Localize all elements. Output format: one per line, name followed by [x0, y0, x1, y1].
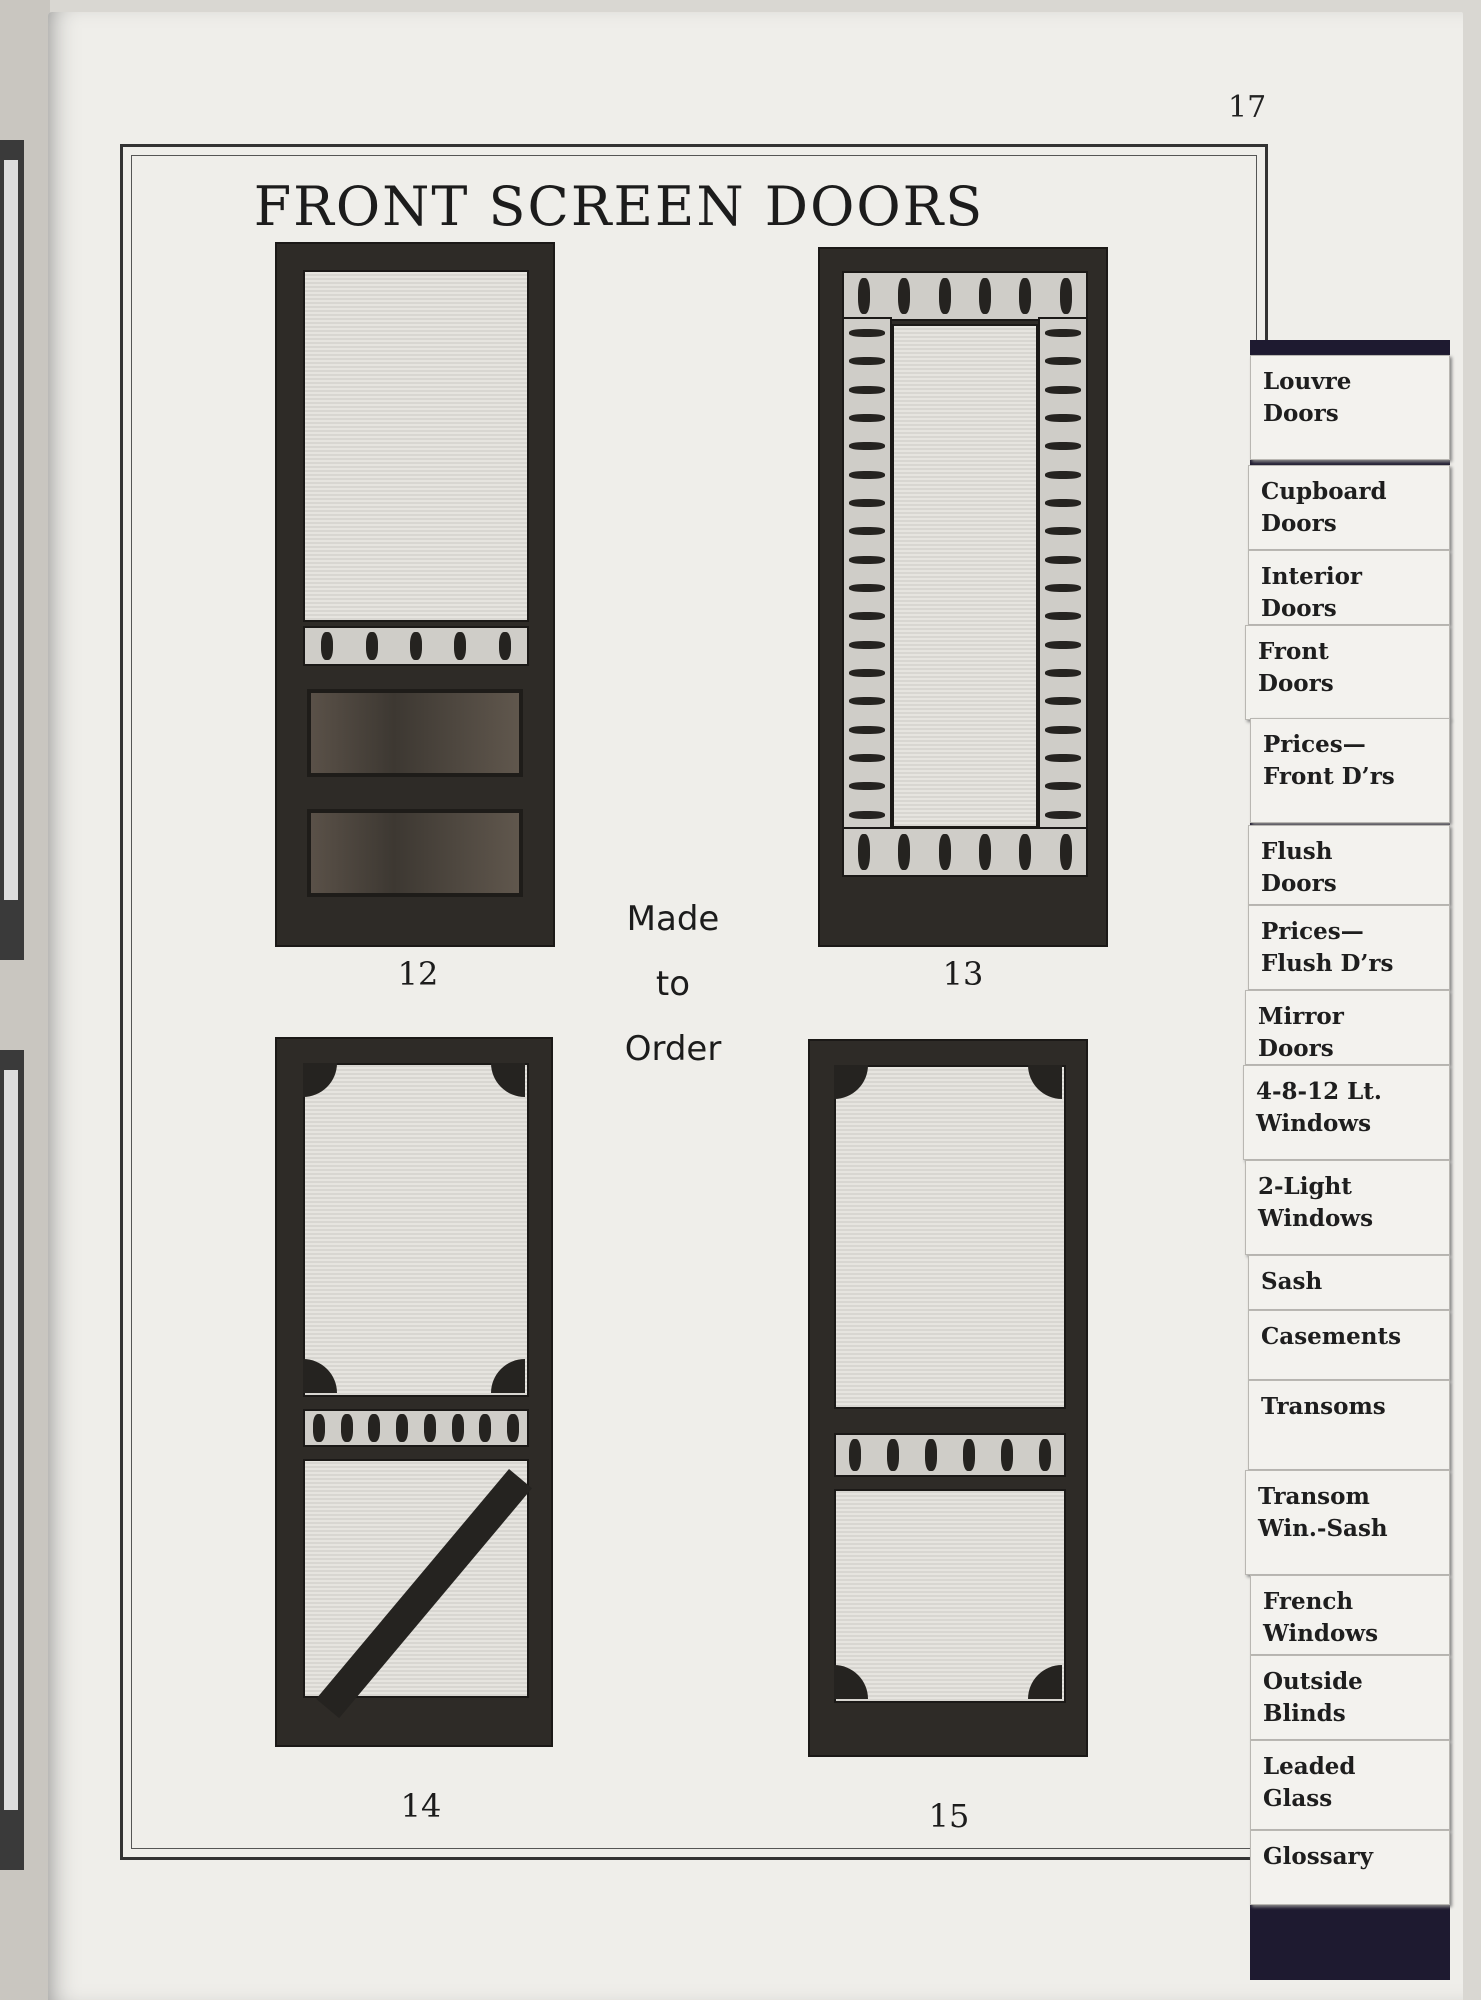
tab-label-line: Leaded — [1263, 1753, 1356, 1780]
tab-label-line: Doors — [1258, 1035, 1334, 1062]
door-number-label: 15 — [928, 1797, 970, 1835]
index-tab[interactable] — [1248, 1310, 1450, 1380]
tab-label-line: Casements — [1261, 1323, 1402, 1350]
door-number-label: 12 — [397, 955, 439, 993]
screen-panel-lower — [834, 1489, 1066, 1703]
screen-panel — [892, 324, 1038, 828]
note-line: Order — [624, 1029, 722, 1069]
door-image-fragment — [0, 140, 24, 960]
tab-label-line: Flush — [1261, 838, 1333, 865]
screen-panel-upper — [303, 1063, 529, 1397]
index-tab[interactable] — [1245, 1470, 1450, 1575]
index-tab[interactable] — [1250, 1655, 1450, 1740]
door-illustration-12 — [275, 242, 555, 947]
tab-label-line: Cupboard — [1261, 478, 1387, 505]
tab-label-line: Blinds — [1263, 1700, 1346, 1727]
door-number-label: 14 — [400, 1787, 442, 1825]
tab-label-line: Interior — [1261, 563, 1363, 590]
index-tab[interactable] — [1248, 550, 1450, 625]
index-tab[interactable] — [1250, 1830, 1450, 1905]
index-tab[interactable] — [1245, 625, 1450, 720]
index-tab[interactable] — [1248, 1255, 1450, 1310]
tab-label-line: Mirror — [1258, 1003, 1344, 1030]
spindle-border-top — [842, 271, 1088, 321]
tab-label-line: Windows — [1263, 1620, 1379, 1647]
screen-panel-upper — [834, 1065, 1066, 1409]
index-tab[interactable] — [1248, 1380, 1450, 1470]
door-illustration-15 — [808, 1039, 1088, 1757]
tab-label-line: Doors — [1258, 670, 1334, 697]
index-tab[interactable] — [1250, 355, 1450, 460]
spindle-border-bottom — [842, 827, 1088, 877]
page-number: 17 — [1228, 90, 1267, 125]
page-title: FRONT SCREEN DOORS — [253, 175, 985, 238]
tab-label-line: Doors — [1261, 510, 1337, 537]
index-tab[interactable] — [1250, 1575, 1450, 1655]
index-tab[interactable] — [1245, 990, 1450, 1065]
tab-label-line: Outside — [1263, 1668, 1363, 1695]
door-illustration-13 — [818, 247, 1108, 947]
index-tab[interactable] — [1248, 905, 1450, 990]
tab-label-line: Transoms — [1261, 1393, 1386, 1420]
tab-label-line: Transom — [1258, 1483, 1370, 1510]
tab-label-line: Front — [1258, 638, 1329, 665]
index-tab[interactable] — [1250, 718, 1450, 823]
tab-label-line: Doors — [1261, 870, 1337, 897]
spindle-border-left — [842, 317, 892, 831]
note-line: to — [655, 964, 691, 1004]
wood-panel-upper — [307, 689, 523, 777]
tab-label-line: Windows — [1258, 1205, 1374, 1232]
tab-label-line: Front D’rs — [1263, 763, 1395, 790]
spindle-row — [834, 1433, 1066, 1477]
tab-label-line: French — [1263, 1588, 1354, 1615]
door-illustration-14 — [275, 1037, 553, 1747]
index-tab[interactable] — [1250, 1740, 1450, 1830]
door-number-label: 13 — [942, 955, 984, 993]
tab-label-line: Flush D’rs — [1261, 950, 1394, 977]
tab-label-line: Glass — [1263, 1785, 1333, 1812]
tab-label-line: Prices— — [1263, 731, 1366, 758]
tab-label-line: Windows — [1256, 1110, 1372, 1137]
tab-label-line: Doors — [1263, 400, 1339, 427]
note-line: Made — [626, 899, 720, 939]
tab-label-line: 4-8-12 Lt. — [1256, 1078, 1382, 1105]
index-tab[interactable] — [1248, 825, 1450, 905]
page-border-frame — [120, 144, 1268, 1860]
index-tab[interactable] — [1245, 1160, 1450, 1255]
spindle-border-right — [1038, 317, 1088, 831]
tab-label-line: Glossary — [1263, 1843, 1374, 1870]
tab-label-line: Win.-Sash — [1258, 1515, 1388, 1542]
tab-label-line: Louvre — [1263, 368, 1352, 395]
tab-label-line: 2-Light — [1258, 1173, 1352, 1200]
door-image-fragment — [0, 1050, 24, 1870]
tab-label-line: Sash — [1261, 1268, 1323, 1295]
index-tab[interactable] — [1248, 465, 1450, 550]
screen-panel — [303, 270, 529, 622]
wood-panel-lower — [307, 809, 523, 897]
spindle-row — [303, 1409, 529, 1447]
made-to-order-note — [593, 887, 753, 1082]
index-tab[interactable] — [1243, 1065, 1450, 1160]
spindle-row — [303, 626, 529, 666]
tab-label-line: Prices— — [1261, 918, 1364, 945]
tab-label-line: Doors — [1261, 595, 1337, 622]
